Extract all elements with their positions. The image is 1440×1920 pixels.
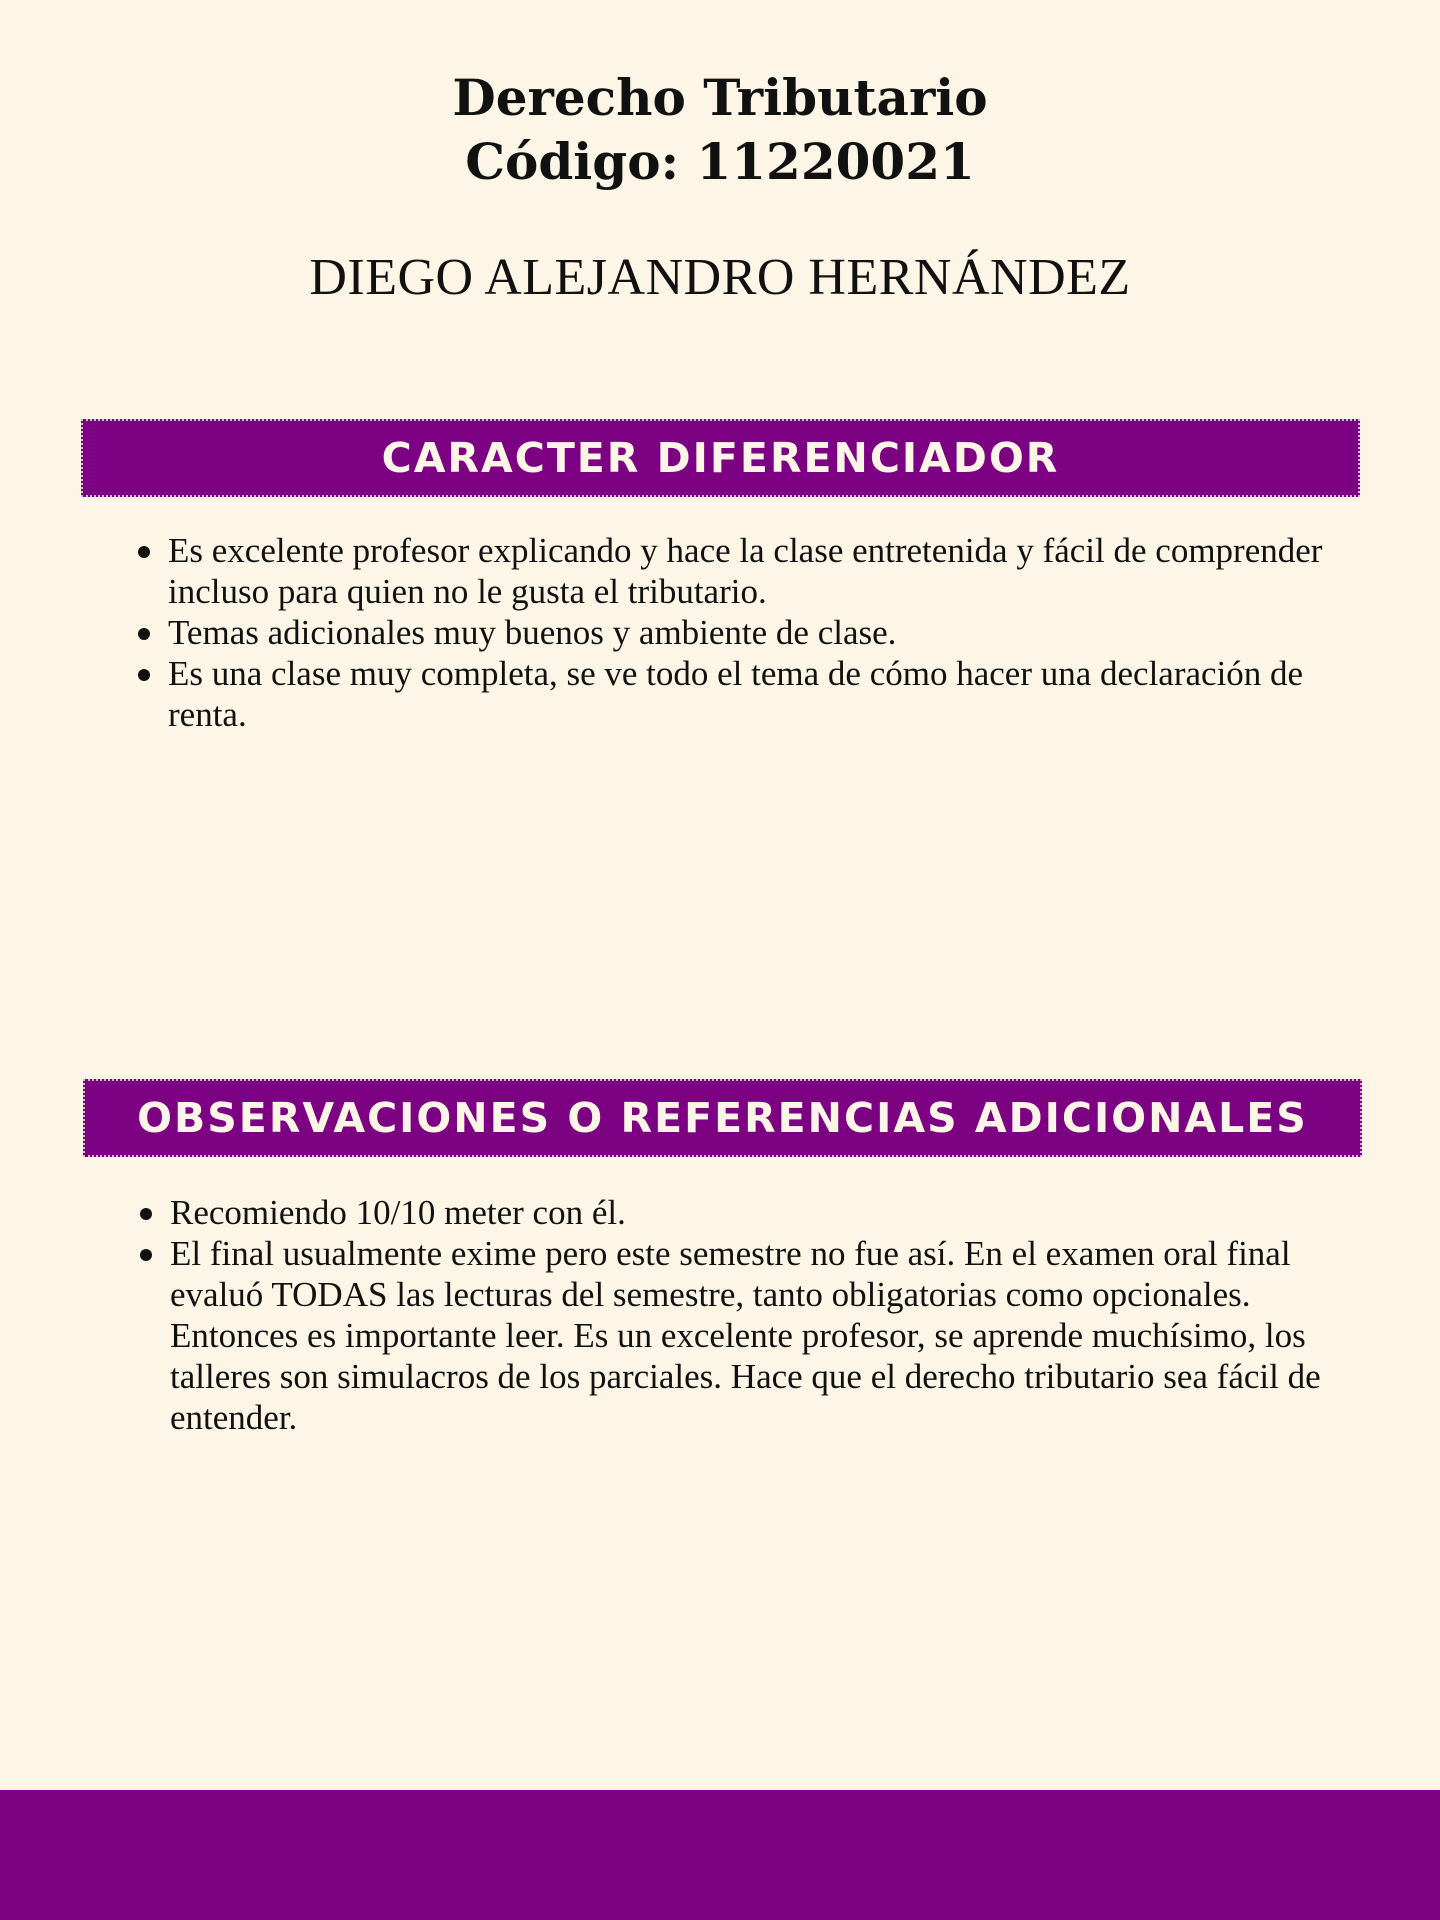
bullet-icon	[138, 546, 150, 558]
section-banner-caracter	[81, 419, 1360, 497]
list-item	[168, 653, 1368, 735]
section-title-caracter: CARACTER DIFERENCIADOR	[381, 434, 1060, 482]
caracter-list	[168, 530, 1368, 735]
bullet-icon	[140, 1208, 152, 1220]
list-item-text: Temas adicionales muy buenos y ambiente de clase.	[168, 613, 897, 652]
professor-name: DIEGO ALEJANDRO HERNÁNDEZ	[309, 249, 1131, 306]
list-item-text: Es excelente profesor explicando y hace la clase entretenida y fácil de comprender incluso para quien no le gusta el tributario.	[168, 531, 1323, 611]
bullet-icon	[138, 628, 150, 640]
observaciones-list	[170, 1192, 1370, 1438]
bullet-icon	[138, 669, 150, 681]
section-banner-observaciones	[83, 1079, 1362, 1157]
course-title: Derecho Tributario	[452, 68, 988, 127]
document-header	[0, 66, 1440, 310]
list-item	[170, 1192, 1370, 1233]
list-item	[168, 530, 1368, 612]
course-code: Código: 11220021	[465, 132, 975, 191]
section-title-observaciones: OBSERVACIONES O REFERENCIAS ADICIONALES	[137, 1094, 1308, 1142]
list-item	[168, 612, 1368, 653]
list-item-text: Es una clase muy completa, se ve todo el tema de cómo hacer una declaración de renta.	[168, 654, 1304, 734]
bullet-icon	[140, 1249, 152, 1261]
list-item	[170, 1233, 1370, 1438]
list-item-text: Recomiendo 10/10 meter con él.	[170, 1193, 626, 1232]
footer-bar	[0, 1790, 1440, 1920]
list-item-text: El final usualmente exime pero este semestre no fue así. En el examen oral final evaluó TODAS las lecturas del semestre, tanto obligatorias como opcionales. Entonces es importante leer. Es un excelente profesor, se aprende muchísimo, los talleres son simulacros de los parciales. Hace que el derecho tributario sea fácil de entender.	[170, 1234, 1321, 1437]
